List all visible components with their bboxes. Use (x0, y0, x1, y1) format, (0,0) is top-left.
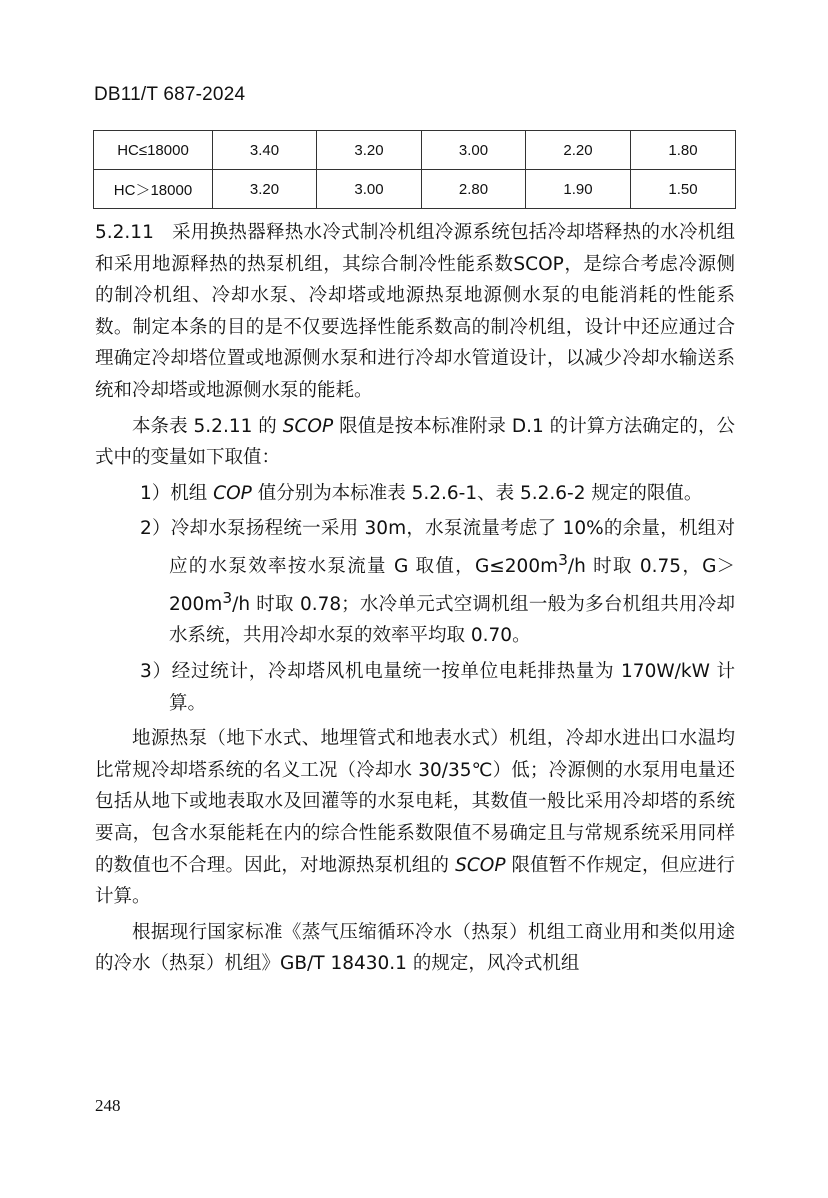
performance-table (93, 130, 736, 209)
document-code-header: DB11/T 687-2024 (94, 84, 246, 105)
text-run: 经过统计，冷却塔风机电量统一按单位电耗排热量为 170W/kW 计算。 (169, 661, 735, 714)
text-run: 本条表 5.2.11 的 (132, 415, 283, 437)
body-text (95, 217, 735, 984)
text-run: /h 时取 0.78；水冷单元式空调机组一般为多台机组共用冷却水系统，共用冷却水泵的效率平均取 0.70。 (169, 593, 735, 647)
list-marker: 1） (140, 482, 171, 504)
table-cell: 3.40 (213, 131, 317, 170)
text-run: 限值是按本标准附录 D.1 的计算方法确定的，公式中的变量如下取值： (95, 415, 735, 469)
table-cell: 3.00 (422, 131, 526, 170)
table-cell: 1.50 (631, 170, 736, 209)
cop-term: COP (213, 482, 252, 504)
scop-term: SCOP (455, 854, 506, 876)
table-cell-capacity: HC≤18000 (94, 131, 213, 170)
text-run: 机组 (170, 482, 214, 504)
text-run: 地源热泵（地下水式、地埋管式和地表水式）机组，冷却水进出口水温均比常规冷却塔系统的名义工况（冷却水 30/35℃）低；冷源侧的水泵用电量还包括从地下或地表取水及回灌等的水泵电耗，其数值一般比采用冷却塔的系统要高，包含水泵能耗在内的综合性能系数限值不易确定且与常规系统采用同样的数值也不合理。因此，对地源热泵机组的 (95, 728, 735, 876)
table-cell-capacity: HC＞18000 (94, 170, 213, 209)
table-row (94, 170, 736, 209)
text-run: 值分别为本标准表 5.2.6-1、表 5.2.6-2 规定的限值。 (251, 482, 703, 504)
list-item (95, 513, 735, 652)
clause-text: 采用换热器释热水冷式制冷机组冷源系统包括冷却塔释热的水冷机组和采用地源释热的热泵机组，其综合制冷性能系数SCOP，是综合考虑冷源侧的制冷机组、冷却水泵、冷却塔或地源热泵地源侧水泵的电能消耗的性能系数。制定本条的目的是不仅要选择性能系数高的制冷机组，设计中还应通过合理确定冷却塔位置或地源侧水泵和进行冷却水管道设计，以减少冷却水输送系统和冷却塔或地源侧水泵的能耗。 (95, 222, 735, 401)
superscript: 3 (222, 588, 233, 607)
gb-standard-paragraph: 根据现行国家标准《蒸气压缩循环冷水（热泵）机组工商业用和类似用途的冷水（热泵）机组》GB/T 18430.1 的规定，风冷式机组 (95, 921, 735, 975)
list-item (95, 656, 735, 719)
text-run: 限值暂不作规定，但应进行计算。 (95, 854, 735, 908)
list-marker: 2） (140, 518, 171, 540)
list-marker: 3） (140, 661, 172, 683)
scop-term: SCOP (282, 415, 334, 437)
page-number: 248 (95, 1096, 121, 1115)
superscript: 3 (558, 550, 568, 569)
table-row (94, 131, 736, 170)
ground-source-paragraph (95, 723, 735, 913)
table-cell: 3.00 (317, 170, 422, 209)
text-run: 冷却水泵扬程统一采用 30m，水泵流量考虑了 10%的余量，机组对应的水泵效率按水泵流量 G 取值，G≤200m (169, 518, 735, 578)
table-cell: 1.80 (631, 131, 736, 170)
table-cell: 1.90 (526, 170, 631, 209)
list-item (95, 478, 735, 510)
table-cell: 2.80 (422, 170, 526, 209)
table-cell: 3.20 (317, 131, 422, 170)
clause-paragraph (95, 217, 735, 407)
text-run: /h 时取 0.75，G＞200m (169, 556, 735, 615)
table-cell: 2.20 (526, 131, 631, 170)
clause-number: 5.2.11 (95, 222, 154, 243)
scop-paragraph (95, 411, 735, 474)
table-cell: 3.20 (213, 170, 317, 209)
